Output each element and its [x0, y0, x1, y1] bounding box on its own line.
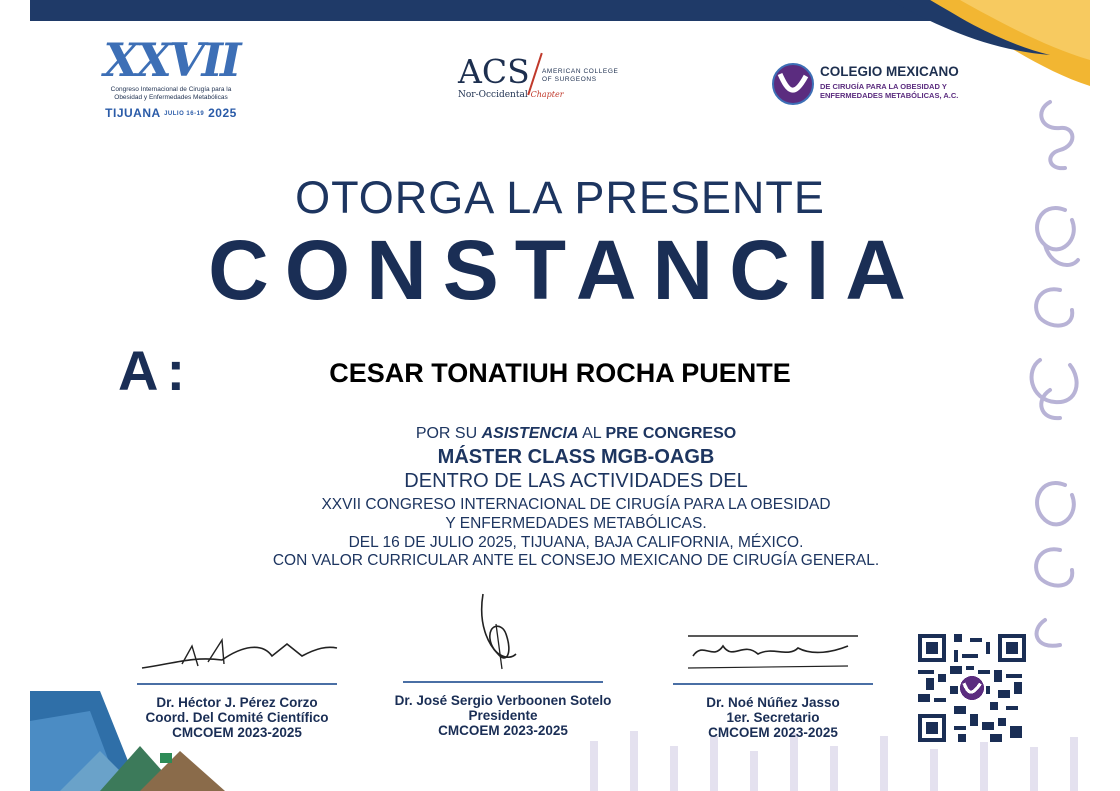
signature-block-2 [378, 584, 628, 738]
body-line-1-pre: POR SU [415, 425, 482, 442]
congress-year: 2025 [208, 106, 237, 120]
colegio-emblem-icon [772, 62, 814, 106]
congress-subtitle-1: Congreso Internacional de Cirugía para la [110, 86, 232, 93]
body-line-6: DEL 16 DE JULIO 2025, TIJUANA, BAJA CALIFORNIA, MÉXICO. [348, 534, 804, 551]
heading-line-2: CONSTANCIA [208, 223, 922, 317]
body-line-1 [0, 425, 1120, 443]
signature-scrawl-2 [378, 584, 628, 678]
signature-scrawl-1 [112, 616, 362, 680]
acs-college-2: OF SURGEONS [542, 76, 597, 83]
congress-numeral: XXVII [103, 33, 239, 87]
acs-college-1: AMERICAN COLLEGE [542, 68, 619, 75]
heading-line-1: OTORGA LA PRESENTE [295, 172, 825, 223]
acs-chapter-name: Nor-Occidental [458, 90, 528, 100]
acs-college [542, 68, 618, 84]
body-line-3: DENTRO DE LAS ACTIVIDADES DEL [404, 470, 748, 492]
colegio-name: COLEGIO MEXICANO [820, 64, 959, 79]
acs-chapter [458, 90, 628, 100]
signature-1-role: Coord. Del Comité Científico [145, 710, 329, 725]
body-line-5: Y ENFERMEDADES METABÓLICAS. [445, 515, 707, 532]
signature-2-name: Dr. José Sergio Verboonen Sotelo [394, 693, 612, 708]
body-line-4: XXVII CONGRESO INTERNACIONAL DE CIRUGÍA PARA LA OBESIDAD [321, 496, 831, 513]
congress-logo [96, 34, 246, 120]
signature-scrawl-3 [648, 616, 898, 680]
signature-line-1 [137, 683, 337, 685]
signature-line-2 [403, 681, 603, 683]
signature-3-role: 1er. Secretario [726, 710, 820, 725]
signature-1-name: Dr. Héctor J. Pérez Corzo [156, 695, 318, 710]
body-line-1-mid: AL [578, 425, 606, 442]
colegio-sub-1: DE CIRUGÍA PARA LA OBESIDAD Y [820, 82, 947, 91]
signature-3-org: CMCOEM 2023-2025 [708, 725, 838, 740]
body-line-7: CON VALOR CURRICULAR ANTE EL CONSEJO MEXICANO DE CIRUGÍA GENERAL. [272, 552, 880, 569]
recipient-label: A: [118, 339, 194, 402]
recipient-name: CESAR TONATIUH ROCHA PUENTE [329, 358, 791, 388]
colegio-sub-2: ENFERMEDADES METABÓLICAS, A.C. [820, 91, 959, 100]
acs-logo [458, 54, 628, 100]
congress-city-date [96, 106, 246, 120]
signature-2-role: Presidente [468, 708, 538, 723]
body-line-1-bold: PRE CONGRESO [605, 425, 737, 442]
signature-line-3 [673, 683, 873, 685]
signature-block-3 [648, 616, 898, 740]
congress-city: TIJUANA [105, 106, 161, 120]
acs-acronym: ACS [458, 52, 530, 91]
acs-chapter-word: Chapter [530, 90, 564, 99]
signature-1-org: CMCOEM 2023-2025 [172, 725, 302, 740]
congress-dates: JULIO 16-19 [164, 110, 205, 117]
signature-3-name: Dr. Noé Núñez Jasso [706, 695, 840, 710]
congress-subtitle-2: Obesidad y Enfermedades Metabólicas [114, 94, 228, 101]
body-line-2: MÁSTER CLASS MGB-OAGB [437, 446, 715, 468]
body-line-1-emphasis: ASISTENCIA [481, 425, 579, 442]
signature-block-1 [112, 616, 362, 740]
signature-2-org: CMCOEM 2023-2025 [438, 723, 568, 738]
qr-code-icon [918, 634, 1026, 742]
